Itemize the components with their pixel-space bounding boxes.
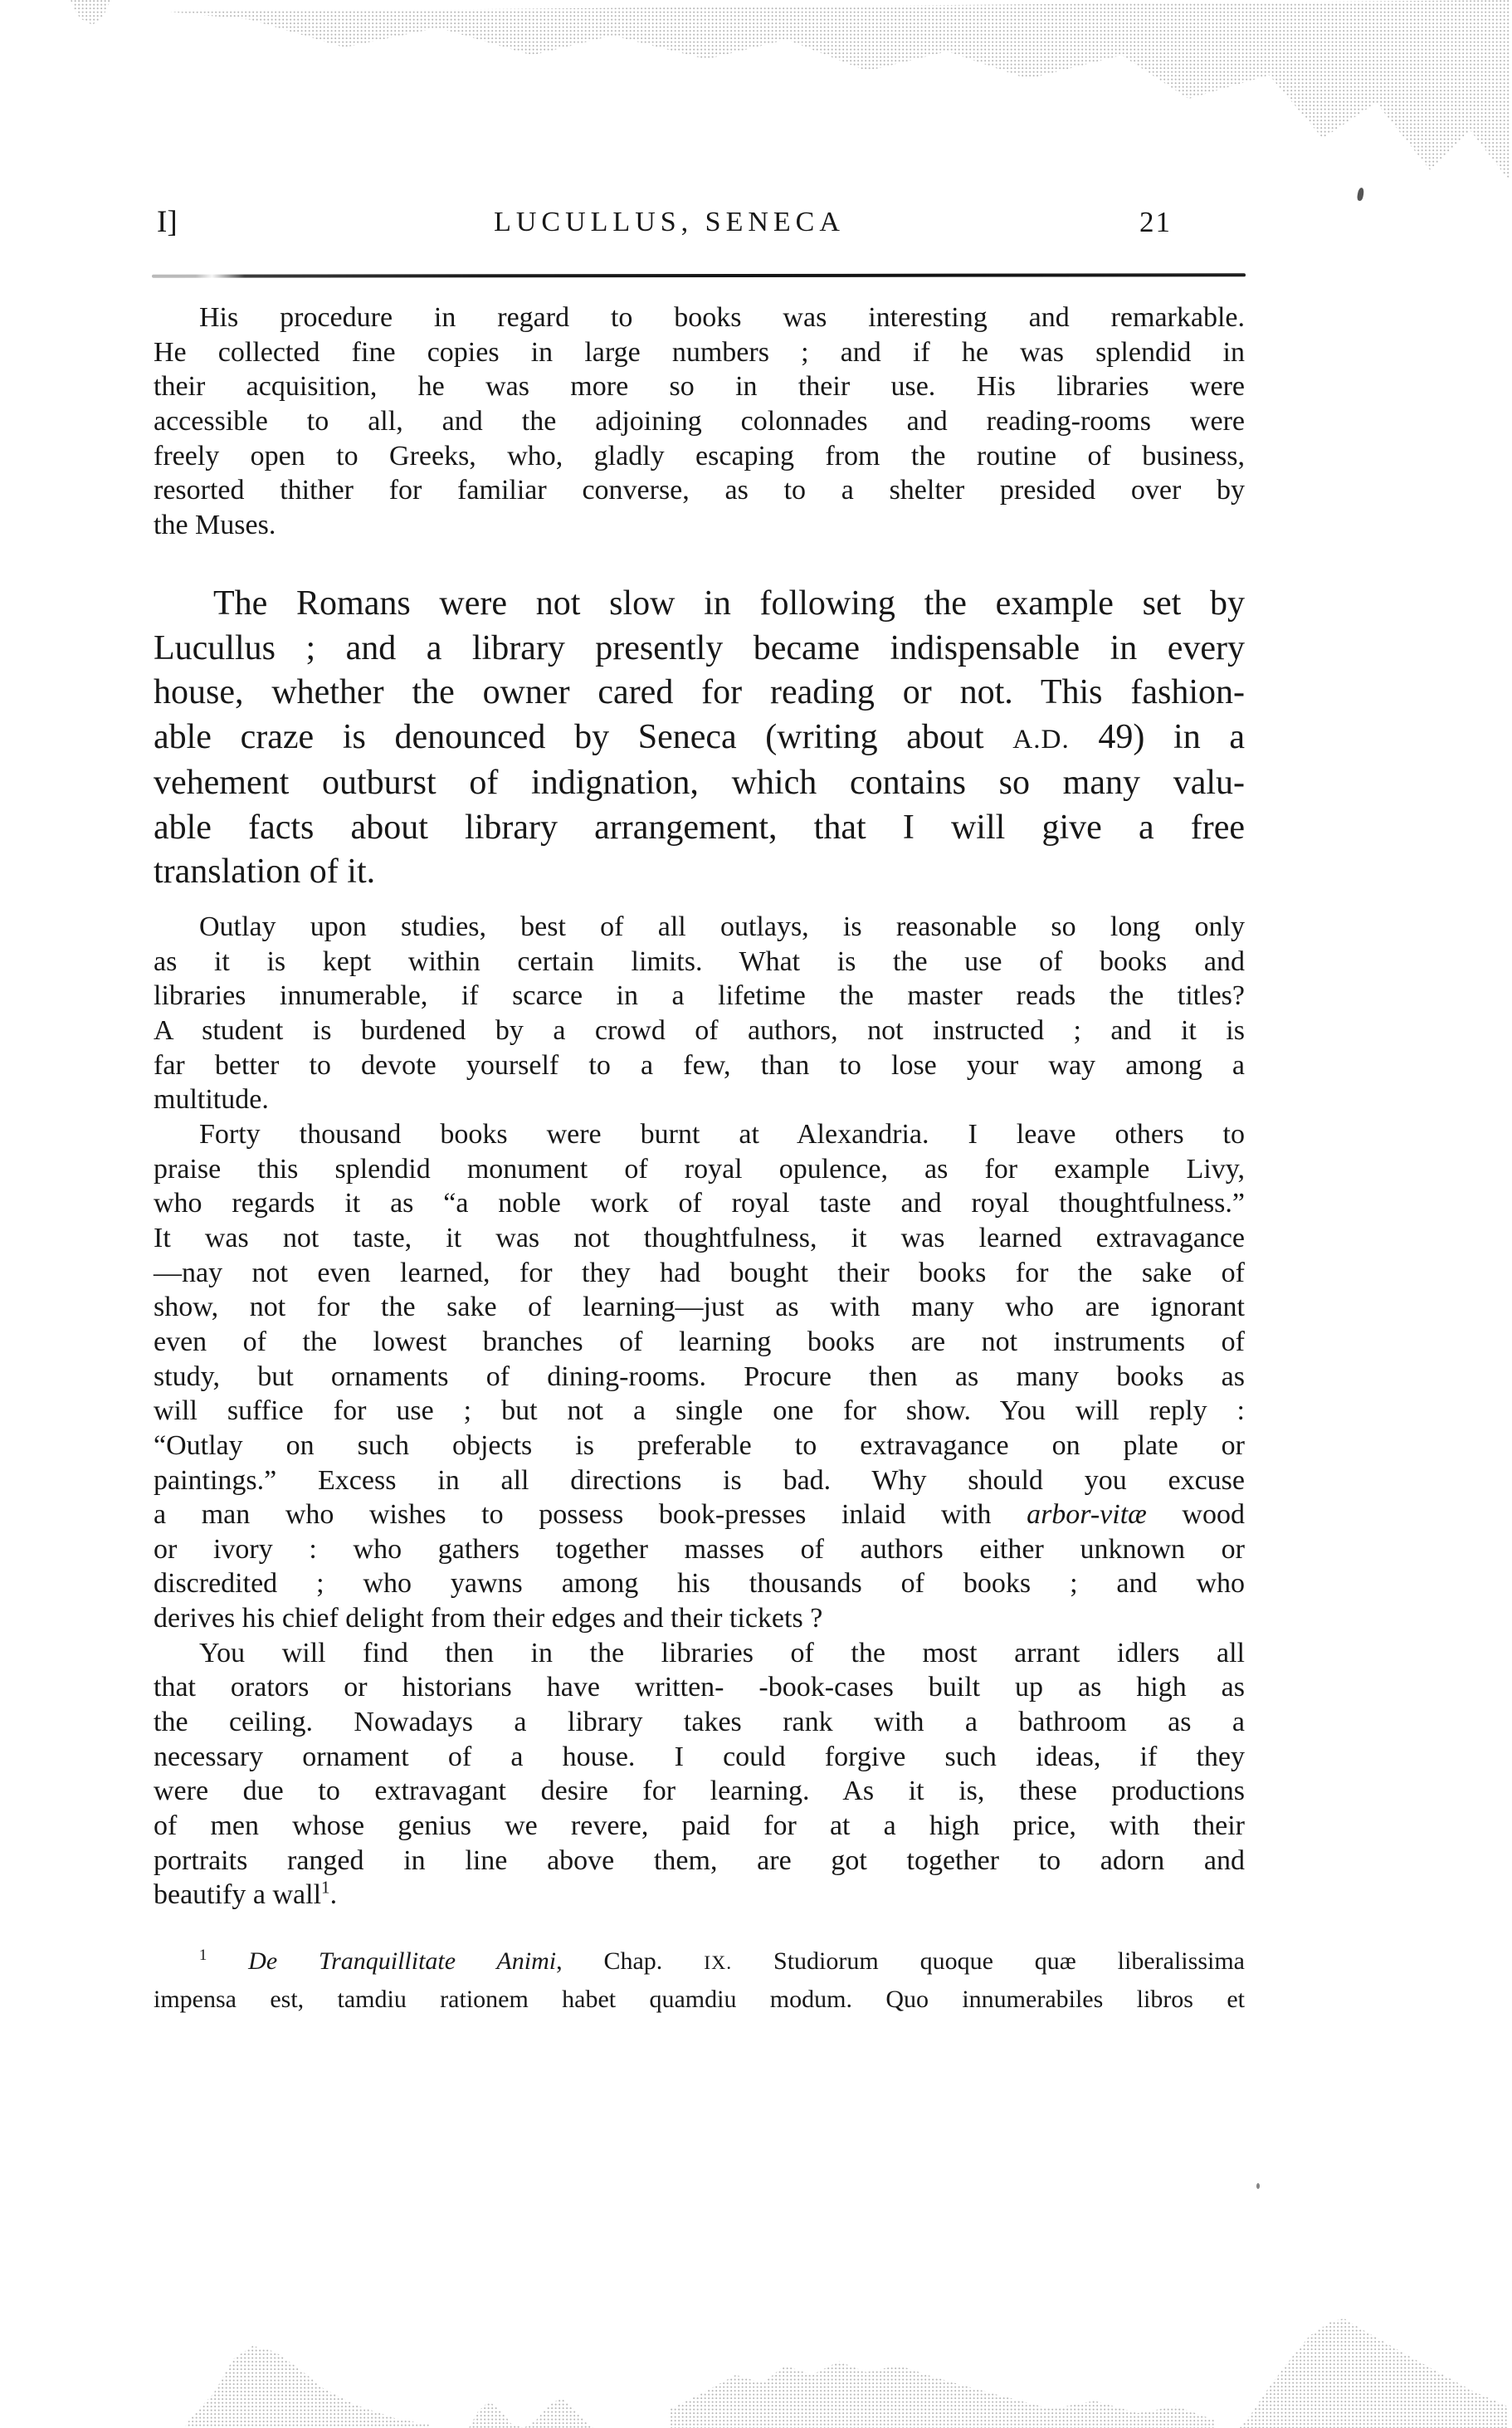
smallcaps-chapter: IX. bbox=[704, 1952, 733, 1974]
text-segment: Studiorum quoque quæ liberalissima bbox=[732, 1947, 1245, 1975]
text-line: the ceiling. Nowadays a library takes rank with a bathroom as a bbox=[154, 1707, 1245, 1738]
text-line: Forty thousand books were burnt at Alexandria. I leave others to bbox=[199, 1118, 1245, 1150]
text-line: even of the lowest branches of learning books are not instruments of bbox=[154, 1326, 1245, 1357]
scan-smudge-bottom-mid bbox=[671, 2360, 1214, 2428]
text-line: You will find then in the libraries of the most arrant idlers all bbox=[199, 1637, 1245, 1668]
text-line: His procedure in regard to books was interesting and remarkable. bbox=[199, 302, 1245, 333]
text-line: multitude. bbox=[154, 1084, 269, 1116]
text-line: show, not for the sake of learning—just as with many who are ignorant bbox=[154, 1292, 1245, 1323]
header-rule bbox=[152, 273, 1246, 277]
scan-smudge-bottom-right bbox=[1240, 2318, 1507, 2428]
footnote-line bbox=[154, 1943, 1245, 1981]
footnote-number: 1 bbox=[199, 1947, 207, 1964]
footnote-line: impensa est, tamdiu rationem habet quamdiu modum. Quo innumerabiles libros et bbox=[154, 1986, 1245, 2013]
text-line: It was not taste, it was not thoughtfulness, it was learned extravagance bbox=[154, 1222, 1245, 1253]
text-line: —nay not even learned, for they had bought their books for the sake of bbox=[154, 1257, 1245, 1288]
text-line: the Muses. bbox=[154, 509, 276, 540]
scan-speck-dot bbox=[1256, 2183, 1260, 2189]
text-segment: . bbox=[329, 1879, 338, 1911]
text-line: resorted thither for familiar converse, as to a shelter presided over by bbox=[154, 475, 1245, 506]
quoted-translation bbox=[154, 910, 1245, 1913]
work-title-italic: De Tranquillitate Animi bbox=[207, 1947, 557, 1975]
text-segment: , Chap. bbox=[556, 1947, 705, 1975]
text-line: The Romans were not slow in following the example set by bbox=[213, 584, 1245, 623]
text-line: far better to devote yourself to a few, than to lose your way among a bbox=[154, 1049, 1245, 1081]
text-line bbox=[154, 1878, 1245, 1913]
footnote bbox=[154, 1943, 1245, 2017]
main-paragraph bbox=[154, 582, 1245, 895]
text-line: of men whose genius we revere, paid for at a high price, with their bbox=[154, 1810, 1245, 1842]
text-segment: a man who wishes to possess book-presses inlaid with bbox=[154, 1499, 1027, 1531]
text-line: who regards it as “a noble work of royal taste and royal thoughtfulness.” bbox=[154, 1188, 1245, 1219]
text-line: Outlay upon studies, best of all outlays, is reasonable so long only bbox=[199, 911, 1245, 942]
text-segment: wood bbox=[1146, 1499, 1245, 1531]
text-line: will suffice for use ; but not a single one for show. You will reply : bbox=[154, 1395, 1245, 1427]
text-line: Lucullus ; and a library presently became indispensable in every bbox=[154, 628, 1245, 667]
page-header bbox=[154, 204, 1245, 246]
smallcaps-ad: A.D. bbox=[1012, 723, 1070, 755]
text-line: paintings.” Excess in all directions is bad. Why should you excuse bbox=[154, 1464, 1245, 1496]
text-line: study, but ornaments of dining-rooms. Procure then as many books as bbox=[154, 1361, 1245, 1392]
text-line: translation of it. bbox=[154, 852, 376, 891]
running-title: LUCULLUS, SENECA bbox=[494, 207, 845, 237]
text-line: accessible to all, and the adjoining colonnades and reading-rooms were bbox=[154, 405, 1245, 437]
latin-term-arbor-vitae: arbor-vitæ bbox=[1027, 1499, 1147, 1531]
text-line: were due to extravagant desire for learning. As it is, these productions bbox=[154, 1776, 1245, 1807]
text-line: portraits ranged in line above them, are got together to adorn and bbox=[154, 1844, 1245, 1876]
text-line: derives his chief delight from their edges and their tickets ? bbox=[154, 1603, 823, 1634]
text-line: discredited ; who yawns among his thousands of books ; and who bbox=[154, 1568, 1245, 1600]
text-line: freely open to Greeks, who, gladly escaping from the routine of business, bbox=[154, 440, 1245, 471]
text-line: libraries innumerable, if scarce in a lifetime the master reads the titles? bbox=[154, 980, 1245, 1012]
text-segment: 49) in a bbox=[1069, 717, 1245, 756]
scan-smudge-top-left bbox=[71, 0, 110, 25]
text-line: house, whether the owner cared for reading or not. This fashion- bbox=[154, 673, 1245, 711]
scan-speck-apostrophe bbox=[1357, 188, 1365, 202]
text-line: as it is kept within certain limits. What is the use of books and bbox=[154, 945, 1245, 977]
text-line: vehement outburst of indignation, which contains so many valu- bbox=[154, 764, 1245, 802]
scan-smudge-bottom-small bbox=[469, 2392, 593, 2428]
text-line: or ivory : who gathers together masses of authors either unknown or bbox=[154, 1533, 1245, 1565]
page-number: 21 bbox=[1139, 206, 1172, 238]
text-line: A student is burdened by a crowd of authors, not instructed ; and it is bbox=[154, 1014, 1245, 1046]
text-segment: able craze is denounced by Seneca (writing about bbox=[154, 717, 1013, 756]
text-line bbox=[154, 716, 1245, 762]
footnote-reference-mark: 1 bbox=[321, 1878, 330, 1898]
text-segment: beautify a wall bbox=[154, 1879, 322, 1911]
intro-paragraph bbox=[154, 300, 1245, 543]
text-line: necessary ornament of a house. I could forgive such ideas, if they bbox=[154, 1741, 1245, 1772]
scan-smudge-top bbox=[170, 0, 1510, 198]
text-line: praise this splendid monument of royal opulence, as for example Livy, bbox=[154, 1153, 1245, 1185]
text-line: that orators or historians have written- -book-cases built up as high as bbox=[154, 1672, 1245, 1703]
text-line bbox=[154, 1497, 1245, 1532]
text-line: their acquisition, he was more so in their use. His libraries were bbox=[154, 371, 1245, 403]
text-line: “Outlay on such objects is preferable to extravagance on plate or bbox=[154, 1429, 1245, 1461]
chapter-signature: I] bbox=[157, 205, 178, 239]
scan-smudge-bottom-left bbox=[184, 2346, 429, 2428]
text-line: able facts about library arrangement, that I will give a free bbox=[154, 808, 1245, 847]
text-line: He collected fine copies in large numbers ; and if he was splendid in bbox=[154, 336, 1245, 368]
